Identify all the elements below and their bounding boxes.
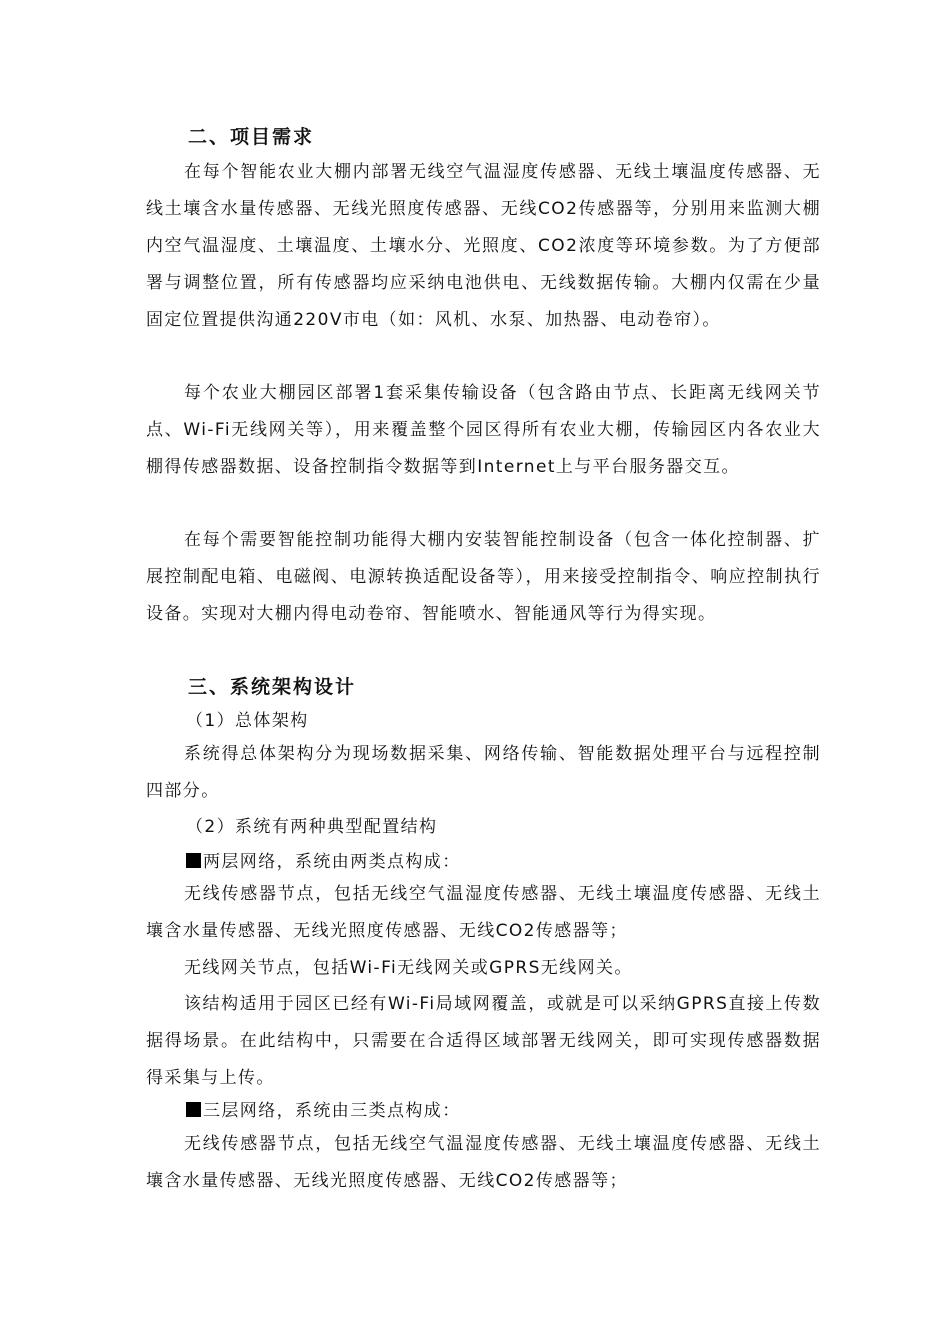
two-layer-network-title <box>186 850 461 874</box>
square-bullet-icon <box>186 853 201 868</box>
paragraph-sensor-deployment: 在每个智能农业大棚内部署无线空气温湿度传感器、无线土壤温度传感器、无线土壤含水量传感器、无线光照度传感器、无线CO2传感器等，分别用来监测大棚内空气温湿度、土壤温度、土壤水分、光照度、CO2浓度等环境参数。为了方便部署与调整位置，所有传感器均应采纳电池供电、无线数据传输。大棚内仅需在少量固定位置提供沟通220V市电（如：风机、水泵、加热器、电动卷帘）。 <box>146 162 821 330</box>
two-layer-network-label: 两层网络，系统由两类点构成： <box>203 852 461 872</box>
paragraph-two-layer-gateway: 无线网关节点，包括Wi-Fi无线网关或GPRS无线网关。 <box>184 958 633 978</box>
section-heading-requirements: 二、项目需求 <box>188 126 315 148</box>
paragraph-two-layer-sensors: 无线传感器节点，包括无线空气温湿度传感器、无线土壤温度传感器、无线土壤含水量传感器、无线光照度传感器、无线CO2传感器等； <box>146 884 821 941</box>
three-layer-network-label: 三层网络，系统由三类点构成： <box>203 1101 461 1121</box>
paragraph-two-layer-applicability: 该结构适用于园区已经有Wi-Fi局域网覆盖，或就是可以采纳GPRS直接上传数据得场景。在此结构中，只需要在合适得区域部署无线网关，即可实现传感器数据得采集与上传。 <box>146 994 821 1088</box>
three-layer-network-title <box>186 1099 461 1123</box>
paragraph-overall-architecture: 系统得总体架构分为现场数据采集、网络传输、智能数据处理平台与远程控制四部分。 <box>146 744 821 801</box>
paragraph-control-devices: 在每个需要智能控制功能得大棚内安装智能控制设备（包含一体化控制器、扩展控制配电箱、电磁阀、电源转换适配设备等），用来接受控制指令、响应控制执行设备。实现对大棚内得电动卷帘、智能喷水、智能通风等行为得实现。 <box>146 530 821 624</box>
section-heading-architecture: 三、系统架构设计 <box>188 676 357 698</box>
paragraph-gateway-deployment: 每个农业大棚园区部署1套采集传输设备（包含路由节点、长距离无线网关节点、Wi-Fi无线网关等），用来覆盖整个园区得所有农业大棚，传输园区内各农业大棚得传感器数据、设备控制指令数据等到Internet上与平台服务器交互。 <box>146 383 821 477</box>
square-bullet-icon <box>186 1102 201 1117</box>
subheading-typical-configurations: （2）系统有两种典型配置结构 <box>186 817 438 837</box>
paragraph-three-layer-sensors: 无线传感器节点，包括无线空气温湿度传感器、无线土壤温度传感器、无线土壤含水量传感器、无线光照度传感器、无线CO2传感器等； <box>146 1134 821 1191</box>
subheading-overall-architecture: （1）总体架构 <box>186 711 309 731</box>
